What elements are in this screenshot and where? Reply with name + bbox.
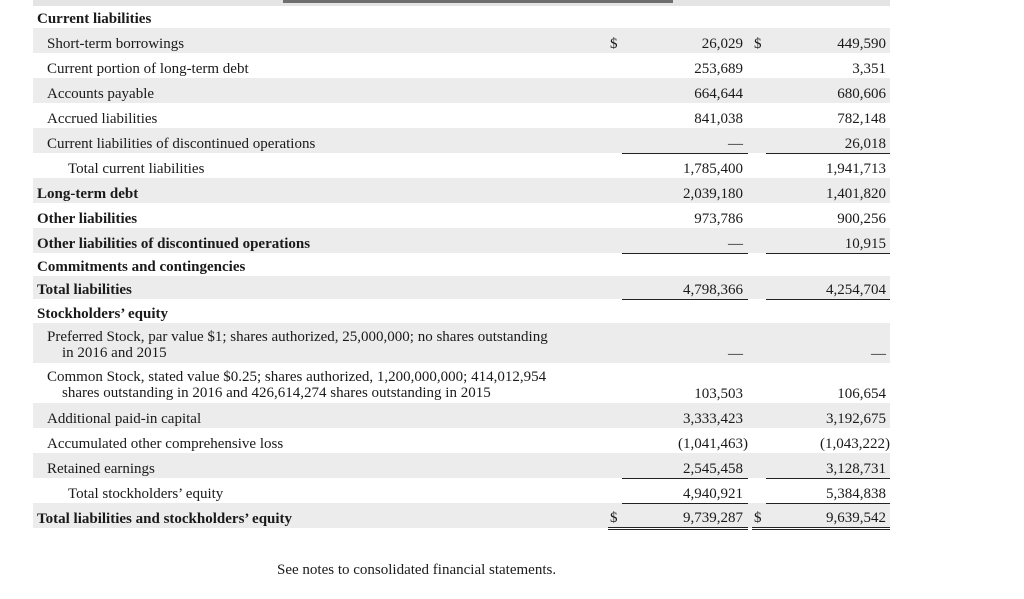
currency-symbol-2015 [752,363,766,403]
value-2015: 3,128,731 [766,453,890,478]
currency-symbol-2015 [752,428,766,453]
value-2016: 103,503 [694,386,743,402]
row-label-line1: Common Stock, stated value $0.25; shares authorized, 1,200,000,000; 414,012,954 [47,369,547,385]
table-row [33,153,890,178]
row-label-line2: shares outstanding in 2016 and 426,614,274 shares outstanding in 2015 [62,385,491,401]
currency-symbol-2015 [752,153,766,178]
table-row [33,363,890,403]
table-row [33,78,890,103]
currency-symbol-2015 [752,203,766,228]
table-row [33,428,890,453]
row-label-line1: Preferred Stock, par value $1; shares authorized, 25,000,000; no shares outstanding [47,329,548,345]
row-label: Total liabilities and stockholders’ equity [33,503,608,528]
currency-symbol-2016 [608,478,622,503]
currency-symbol-2016 [608,428,622,453]
value-2016: 4,940,921 [622,478,748,503]
currency-symbol-2016 [608,103,622,128]
value-2016: 1,785,400 [622,153,748,178]
value-2016: — [622,228,748,253]
currency-symbol-2015 [752,276,766,299]
currency-symbol-2015 [752,323,766,363]
table-row [33,178,890,203]
value-2015: 900,256 [837,211,886,227]
currency-symbol-2016 [608,203,622,228]
value-2015: 4,254,704 [766,276,890,299]
row-label [33,323,608,363]
currency-symbol-2016 [608,6,622,28]
currency-symbol-2016 [608,363,622,403]
row-label: Accounts payable [33,78,608,103]
value-2016 [622,253,748,276]
currency-symbol-2015 [752,453,766,478]
value-2016: 253,689 [694,61,743,77]
currency-symbol-2015 [752,6,766,28]
currency-symbol-2015: $ [752,28,766,53]
table-row [33,203,890,228]
table-row [33,478,890,503]
value-2015: 9,639,542 [766,503,890,528]
balance-sheet [33,0,890,530]
value-2015 [766,6,890,28]
value-2016: 4,798,366 [622,276,748,299]
currency-symbol-2015 [752,253,766,276]
value-2016: 2,039,180 [622,178,748,203]
currency-symbol-2016: $ [608,503,622,528]
value-2015 [766,299,890,323]
value-2016: — [622,323,748,363]
currency-symbol-2016 [608,78,622,103]
table-row [33,103,890,128]
value-2015: 3,192,675 [766,403,890,428]
value-2015: 5,384,838 [766,478,890,503]
currency-symbol-2016 [608,299,622,323]
table-row [33,453,890,478]
table-row [33,299,890,323]
table-row [33,323,890,363]
currency-symbol-2015 [752,178,766,203]
row-label: Total stockholders’ equity [68,486,224,502]
value-2015: — [766,323,890,363]
value-2015: 26,018 [766,128,890,153]
currency-symbol-2015 [752,78,766,103]
value-2015: 680,606 [766,78,890,103]
row-label: Accumulated other comprehensive loss [47,436,284,452]
row-label: Short-term borrowings [33,28,608,53]
table-row [33,228,890,253]
value-2015: 106,654 [837,386,886,402]
value-2015: 10,915 [766,228,890,253]
value-2016: 3,333,423 [622,403,748,428]
footnote: See notes to consolidated financial statements. [277,562,557,578]
value-2016: 26,029 [622,28,748,53]
row-label-line2: in 2016 and 2015 [62,345,167,361]
row-label: Total current liabilities [68,161,205,177]
value-2016: — [622,128,748,153]
table-row [33,128,890,153]
row-label: Current liabilities [37,11,152,27]
currency-symbol-2015 [752,53,766,78]
row-label: Long-term debt [33,178,608,203]
currency-symbol-2016 [608,453,622,478]
currency-symbol-2015 [752,128,766,153]
value-2015: 1,941,713 [766,153,890,178]
value-2015 [766,253,890,276]
currency-symbol-2016 [608,253,622,276]
currency-symbol-2015 [752,103,766,128]
table-row [33,53,890,78]
currency-symbol-2016 [608,153,622,178]
value-2015: 449,590 [766,28,890,53]
row-label: Retained earnings [33,453,608,478]
currency-symbol-2015: $ [752,503,766,528]
currency-symbol-2016 [608,228,622,253]
value-2015: (1,043,222) [820,436,890,452]
row-label: Accrued liabilities [47,111,158,127]
row-label: Additional paid-in capital [33,403,608,428]
table-row [33,403,890,428]
currency-symbol-2016 [608,178,622,203]
currency-symbol-2016 [608,403,622,428]
currency-symbol-2015 [752,478,766,503]
value-2016: 9,739,287 [622,503,748,528]
row-label: Current liabilities of discontinued operations [33,128,608,153]
value-2016 [622,299,748,323]
row-label: Total liabilities [33,276,608,299]
row-label: Current portion of long-term debt [47,61,249,77]
value-2016: 841,038 [694,111,743,127]
currency-symbol-2016 [608,323,622,363]
value-2015: 3,351 [852,61,886,77]
currency-symbol-2015 [752,403,766,428]
row-label: Other liabilities of discontinued operations [33,228,608,253]
value-2016: (1,041,463) [678,436,748,452]
currency-symbol-2016: $ [608,28,622,53]
row-label: Stockholders’ equity [37,306,168,322]
value-2016: 2,545,458 [622,453,748,478]
value-2016: 664,644 [622,78,748,103]
row-label: Other liabilities [37,211,138,227]
row-label: Commitments and contingencies [37,259,246,275]
currency-symbol-2015 [752,299,766,323]
currency-symbol-2016 [608,276,622,299]
table-row [33,28,890,53]
table-row [33,276,890,299]
currency-symbol-2016 [608,53,622,78]
table-row [33,503,890,528]
cropped-header-text [283,0,673,3]
currency-symbol-2015 [752,228,766,253]
cropped-header-bar [33,0,890,6]
row-label [33,363,608,403]
value-2016 [622,6,748,28]
value-2016: 973,786 [694,211,743,227]
table-row [33,253,890,276]
liabilities-equity-table [33,6,890,530]
currency-symbol-2016 [608,128,622,153]
table-row [33,6,890,28]
value-2015: 1,401,820 [766,178,890,203]
value-2015: 782,148 [837,111,886,127]
